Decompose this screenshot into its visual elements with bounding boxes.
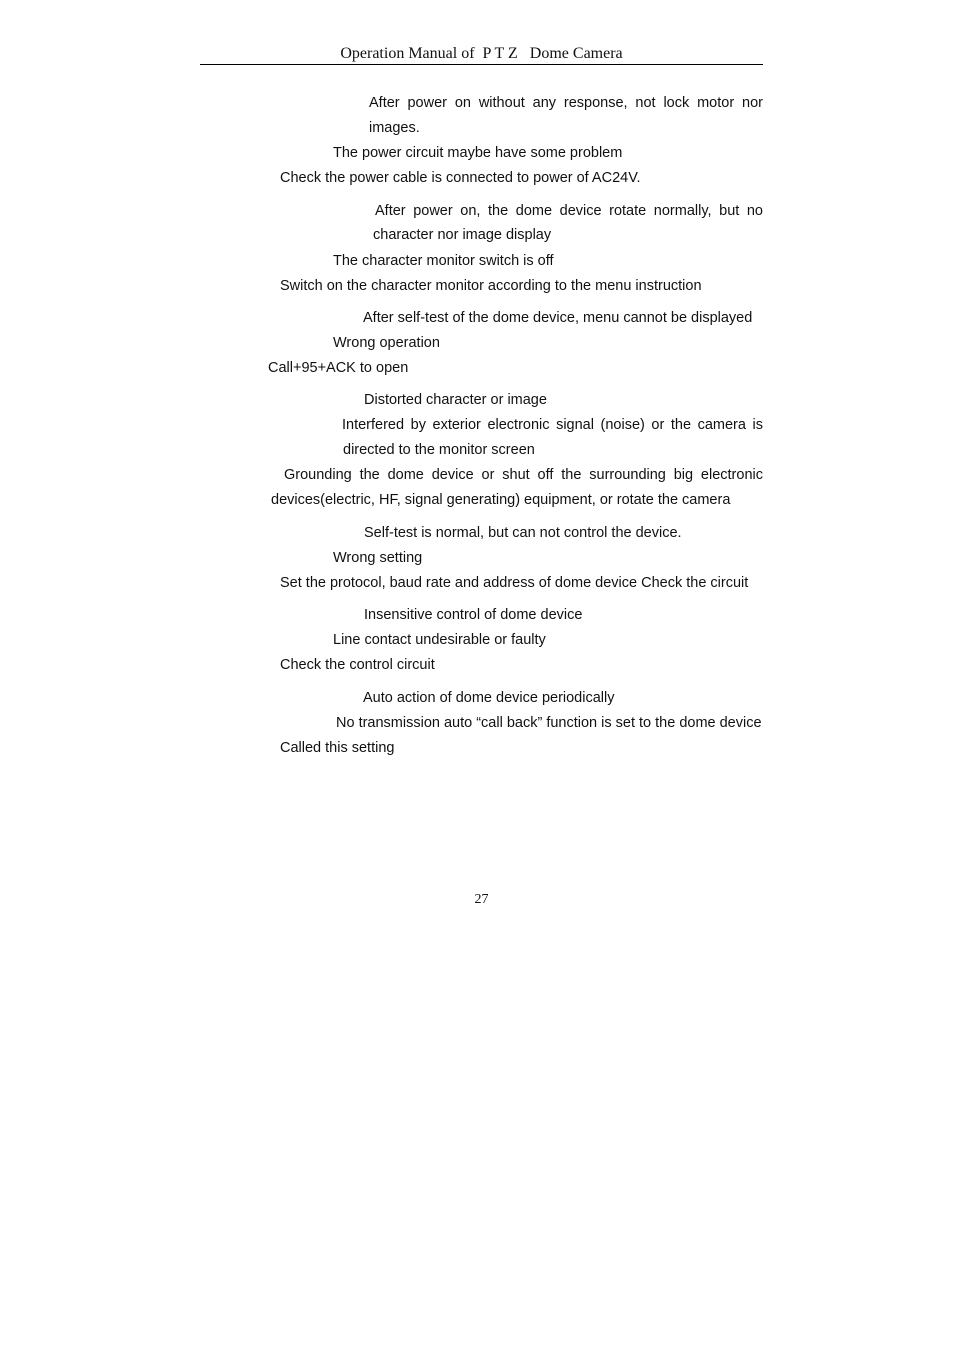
symptom-line: Auto action of dome device periodically [363, 690, 615, 706]
solution-line: Called this setting [280, 740, 395, 756]
cause-line: Interfered by exterior electronic signal (noise) or the camera is [342, 417, 763, 433]
cause-line: The character monitor switch is off [333, 253, 554, 269]
symptom-line: After power on without any response, not lock motor nor [369, 95, 763, 111]
symptom-line: Self-test is normal, but can not control the device. [364, 525, 682, 541]
symptom-line: Distorted character or image [364, 392, 547, 408]
page-number: 27 [474, 892, 489, 907]
symptom-line: After self-test of the dome device, menu cannot be displayed [363, 310, 753, 326]
cause-line: Wrong operation [333, 335, 440, 351]
solution-line: devices(electric, HF, signal generating) equipment, or rotate the camera [271, 492, 731, 508]
solution-line: Check the power cable is connected to power of AC24V. [280, 170, 641, 186]
solution-line: Check the control circuit [280, 657, 435, 673]
symptom-line: character nor image display [373, 227, 552, 243]
cause-line: Line contact undesirable or faulty [333, 632, 546, 648]
solution-line: Grounding the dome device or shut off the surrounding big electronic [284, 467, 763, 483]
symptom-line: Insensitive control of dome device [364, 607, 583, 623]
cause-line: Wrong setting [333, 550, 423, 566]
page-header: Operation Manual of P T Z Dome Camera [200, 44, 763, 65]
symptom-line: images. [369, 120, 420, 136]
cause-line: The power circuit maybe have some problem [333, 145, 623, 161]
solution-line: Switch on the character monitor according to the menu instruction [280, 278, 702, 294]
solution-line: Call+95+ACK to open [268, 360, 409, 376]
cause-line: directed to the monitor screen [343, 442, 535, 458]
symptom-line: After power on, the dome device rotate normally, but no [375, 203, 763, 219]
cause-line: No transmission auto “call back” function is set to the dome device [336, 715, 762, 731]
solution-line: Set the protocol, baud rate and address of dome device Check the circuit [280, 575, 749, 591]
